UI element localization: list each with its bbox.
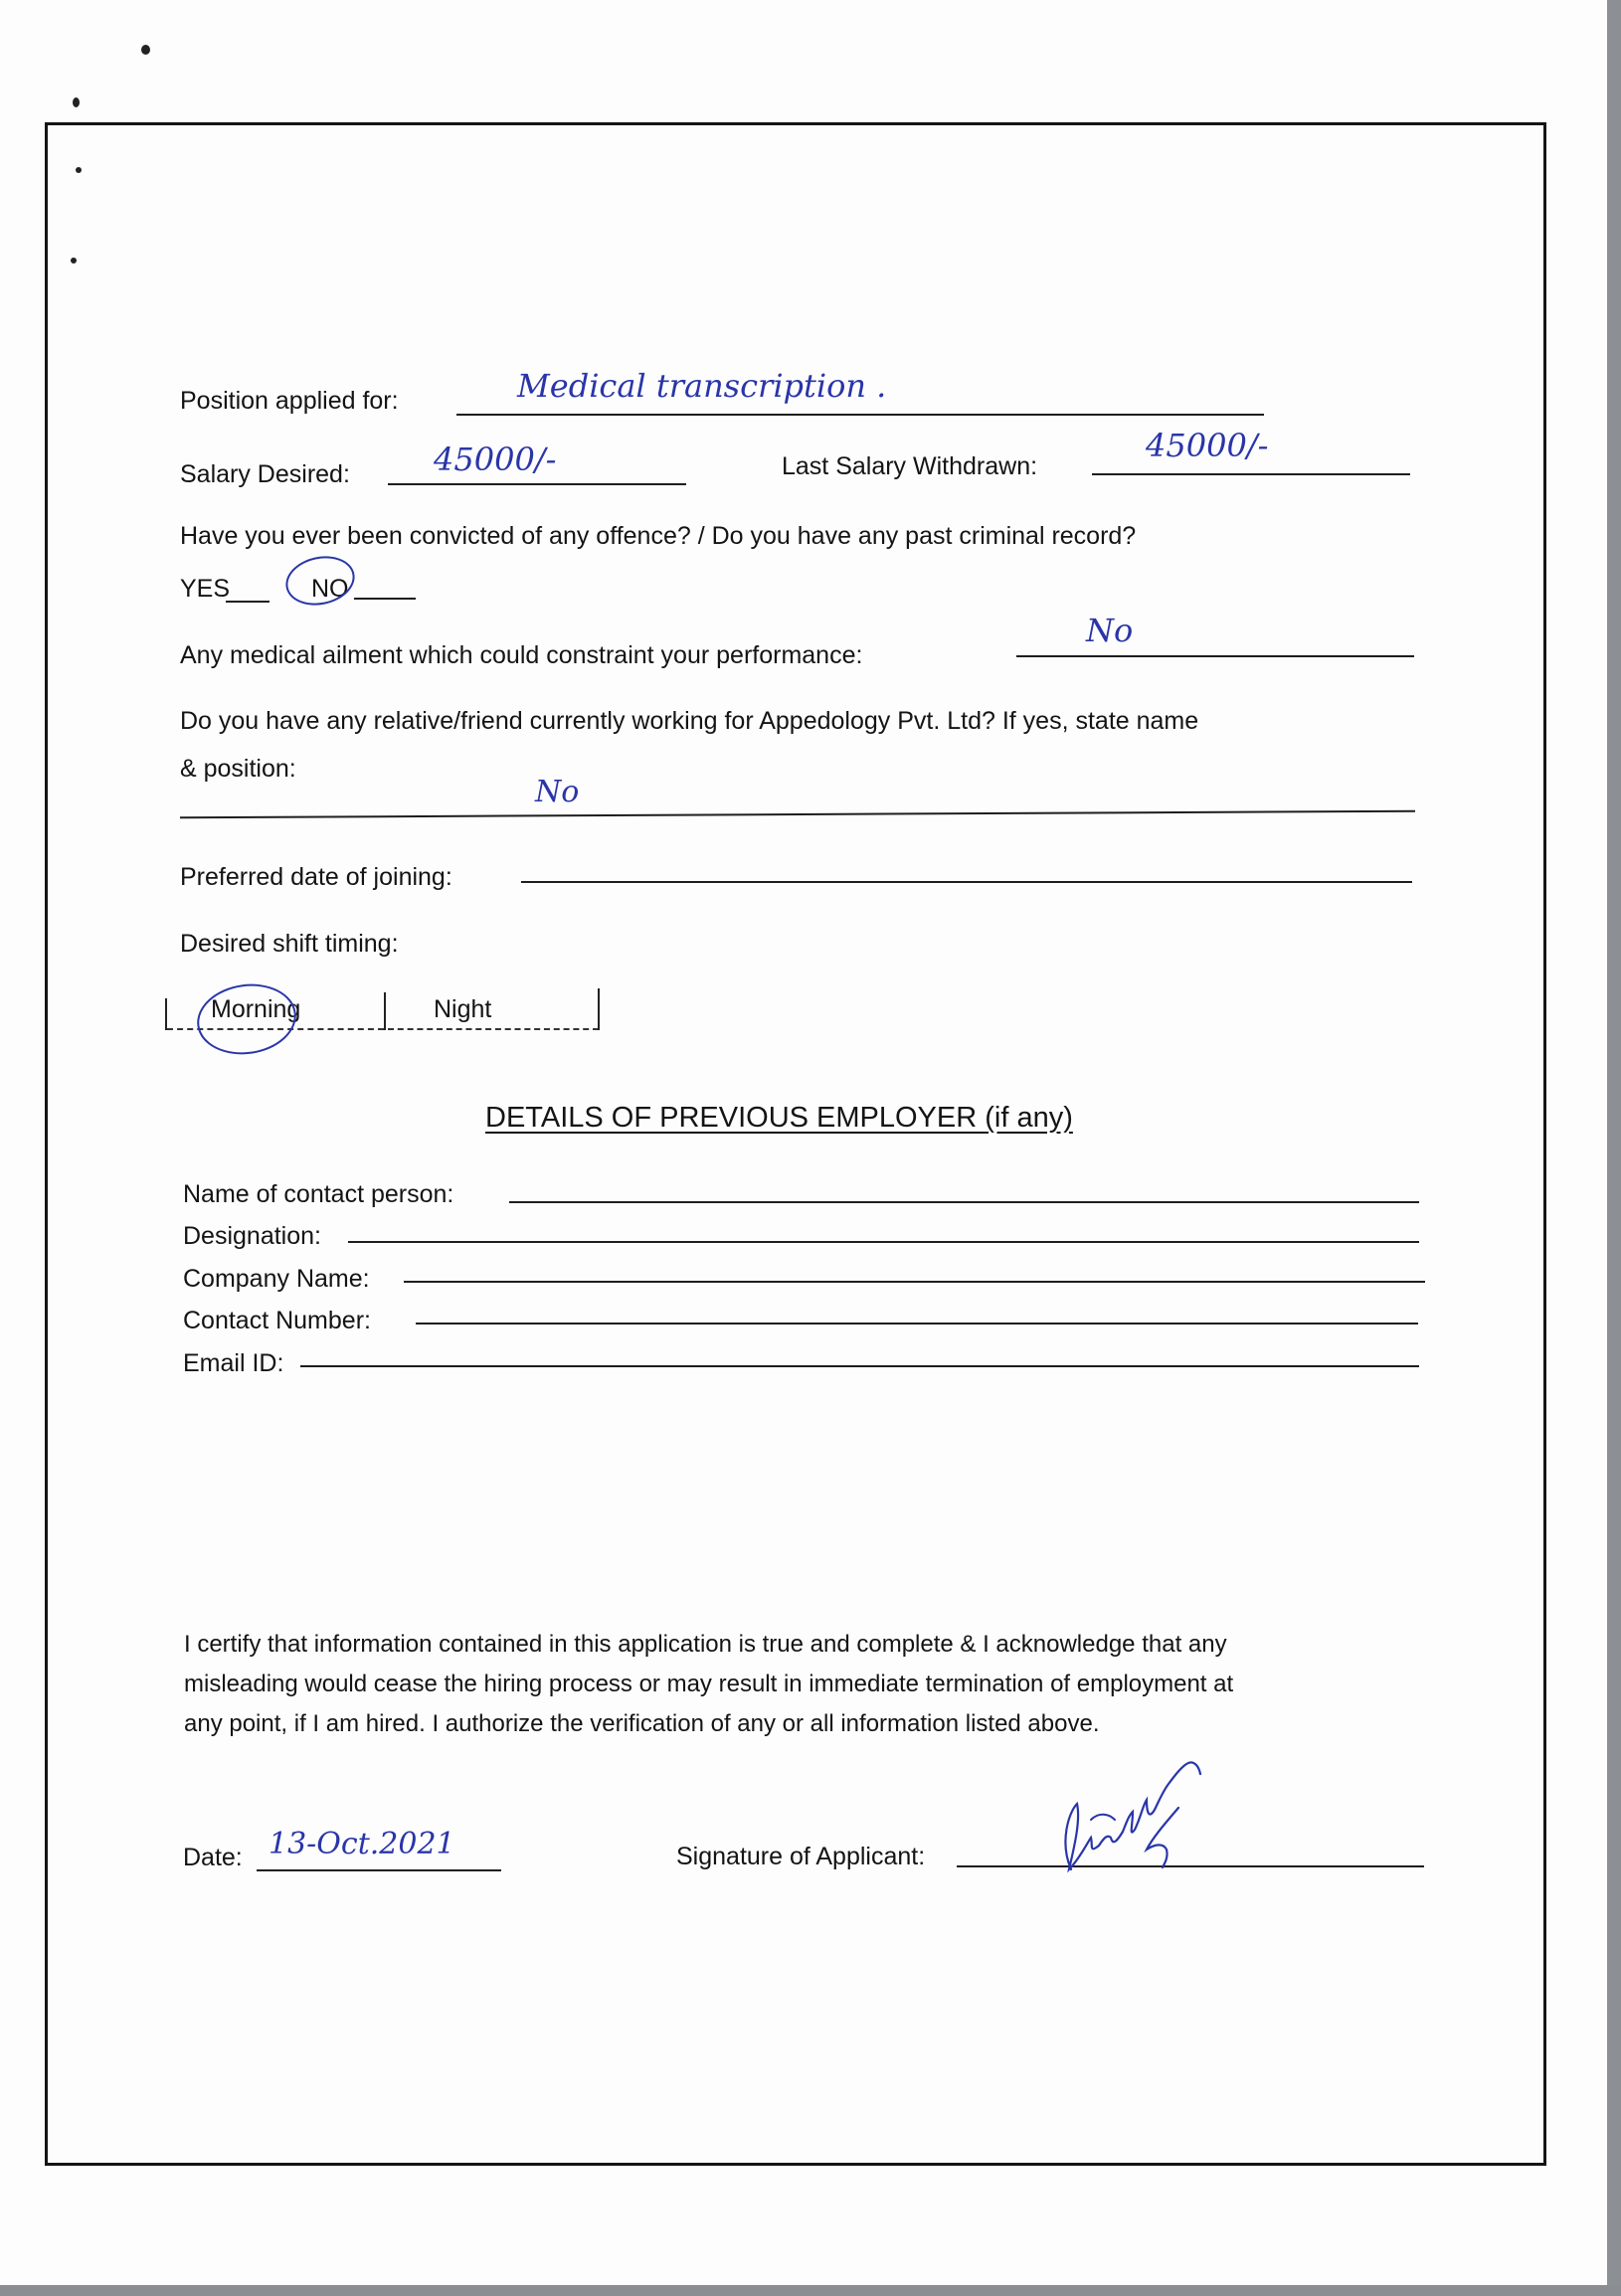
contact-person-field[interactable] [509,1201,1419,1203]
previous-employer-heading: DETAILS OF PREVIOUS EMPLOYER (if any) [485,1102,1073,1134]
date-value[interactable]: 13-Oct.2021 [269,1827,455,1861]
signature-drawing [1029,1742,1228,1881]
salary-desired-line [388,483,686,485]
last-salary-label: Last Salary Withdrawn: [782,452,1038,480]
signature-label: Signature of Applicant: [676,1843,926,1870]
shift-box-divider [384,992,386,1030]
applicant-signature [1029,1742,1228,1886]
designation-field[interactable] [348,1241,1419,1243]
position-applied-label: Position applied for: [180,387,399,415]
relative-question-line2: & position: [180,755,296,783]
shift-morning-label: Morning [211,995,301,1023]
declaration-line: any point, if I am hired. I authorize the verification of any or all information listed above. [184,1710,1100,1737]
criminal-no-option[interactable]: NO [311,575,349,603]
no-line [354,598,416,600]
company-name-label: Company Name: [183,1265,370,1293]
company-name-field[interactable] [404,1281,1425,1283]
scanner-edge [0,2285,1621,2296]
relative-value[interactable]: No [535,775,580,809]
contact-number-label: Contact Number: [183,1307,371,1334]
designation-label: Designation: [183,1222,321,1250]
last-salary-value[interactable]: 45000/- [1146,427,1269,464]
shift-label: Desired shift timing: [180,930,399,958]
yes-line [226,601,270,603]
declaration-line: misleading would cease the hiring process or may result in immediate termination of employment at [184,1671,1234,1697]
shift-night-label: Night [434,995,492,1023]
email-field[interactable] [300,1365,1419,1367]
declaration-line: I certify that information contained in this application is true and complete & I acknowledge that any [184,1631,1227,1658]
position-applied-value[interactable]: Medical transcription . [517,367,887,405]
date-line [257,1869,501,1871]
ink-speck [141,45,150,55]
shift-box-divider [598,988,600,1030]
relative-question-line1: Do you have any relative/friend currently working for Appedology Pvt. Ltd? If yes, state name [180,707,1199,735]
contact-person-label: Name of contact person: [183,1180,454,1208]
position-applied-line [456,414,1264,416]
last-salary-line [1092,473,1410,475]
criminal-yes-option[interactable]: YES [180,575,231,603]
salary-desired-value[interactable]: 45000/- [434,441,557,478]
date-label: Date: [183,1844,243,1871]
ink-speck [73,97,80,107]
medical-ailment-line [1016,655,1414,657]
salary-desired-label: Salary Desired: [180,460,350,488]
joining-date-label: Preferred date of joining: [180,863,452,891]
joining-date-line[interactable] [521,881,1412,883]
medical-ailment-label: Any medical ailment which could constraint your performance: [180,641,863,669]
scanner-edge [1607,0,1621,2296]
medical-ailment-value[interactable]: No [1086,612,1134,649]
email-label: Email ID: [183,1349,284,1377]
contact-number-field[interactable] [416,1323,1418,1325]
shift-option-night[interactable] [388,990,599,1030]
criminal-record-question: Have you ever been convicted of any offence? / Do you have any past criminal record? [180,522,1137,550]
